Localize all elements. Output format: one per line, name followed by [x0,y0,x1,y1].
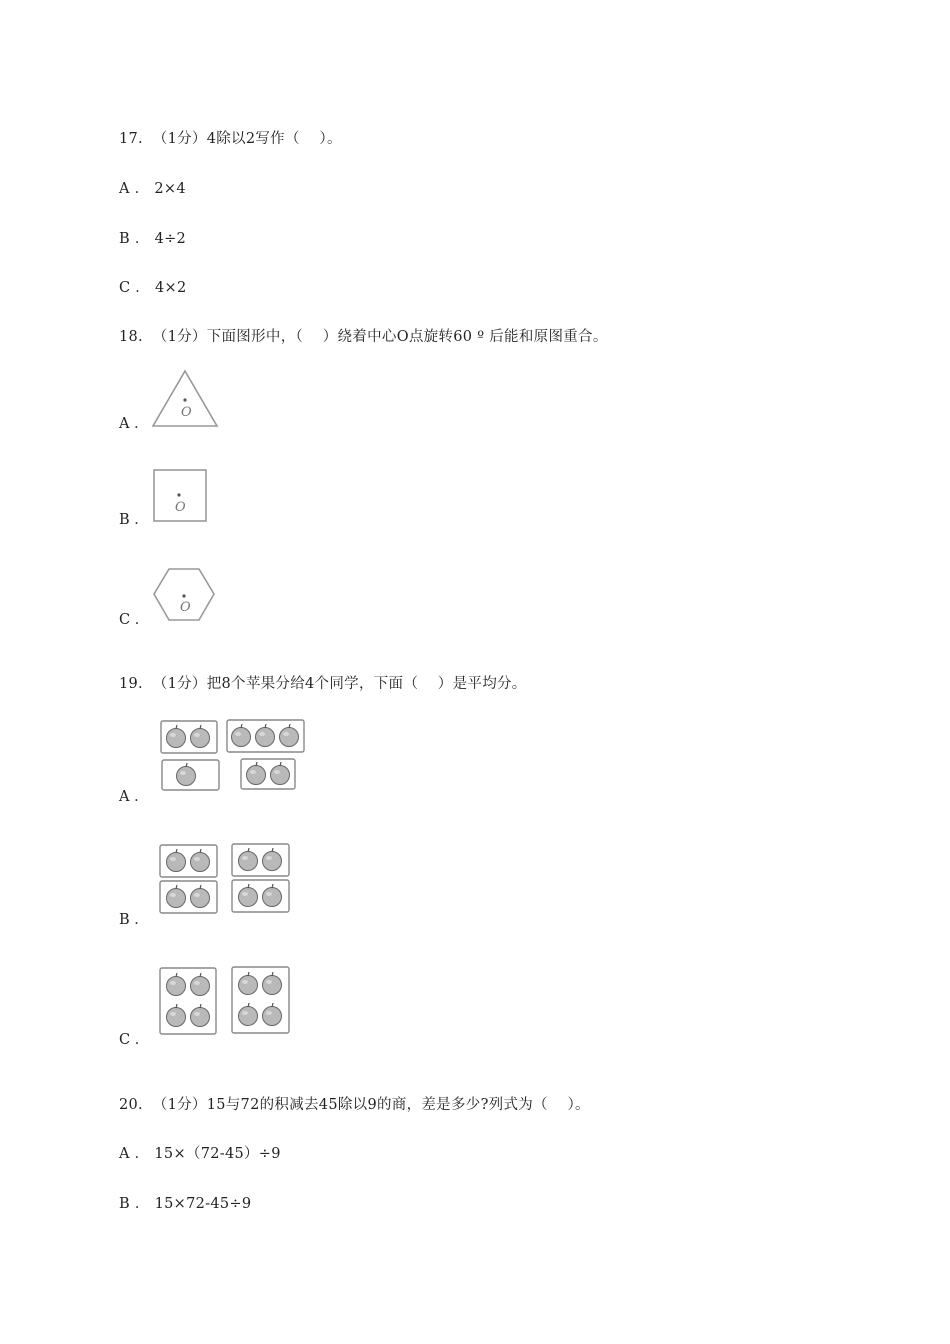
question-18-option-a[interactable]: A ． [119,416,149,432]
center-label: O [181,405,192,420]
hexagon-figure [150,566,218,624]
question-19-option-c[interactable]: C ． [119,1032,150,1048]
apple-groups-c [155,963,300,1039]
question-18-option-b[interactable]: B ． [119,512,149,528]
question-19-option-a[interactable]: A ． [119,789,149,805]
question-17-stem: 17. （1分）4除以2写作（ ）。 [119,131,342,147]
question-17-option-b[interactable]: B ． 4÷2 [119,231,187,247]
question-18-option-c[interactable]: C ． [119,612,150,628]
center-label: O [175,500,186,515]
question-18-stem: 18. （1分）下面图形中，（ ）绕着中心O点旋转60 º 后能和原图重合。 [119,329,608,345]
question-19-stem: 19. （1分）把8个苹果分给4个同学，下面（ ）是平均分。 [119,676,527,692]
question-19-option-b[interactable]: B ． [119,912,149,928]
square-figure [150,468,210,526]
apple-groups-b [155,840,300,920]
apple-groups-a [155,715,310,795]
triangle-figure [150,368,222,430]
question-20-option-a[interactable]: A ． 15×（72-45）÷9 [119,1146,281,1162]
question-17-option-c[interactable]: C ． 4×2 [119,280,187,296]
center-label: O [180,600,191,615]
question-20-stem: 20. （1分）15与72的积减去45除以9的商，差是多少?列式为（ ）。 [119,1097,590,1113]
question-20-option-b[interactable]: B ． 15×72-45÷9 [119,1196,252,1212]
question-17-option-a[interactable]: A ． 2×4 [119,181,186,197]
